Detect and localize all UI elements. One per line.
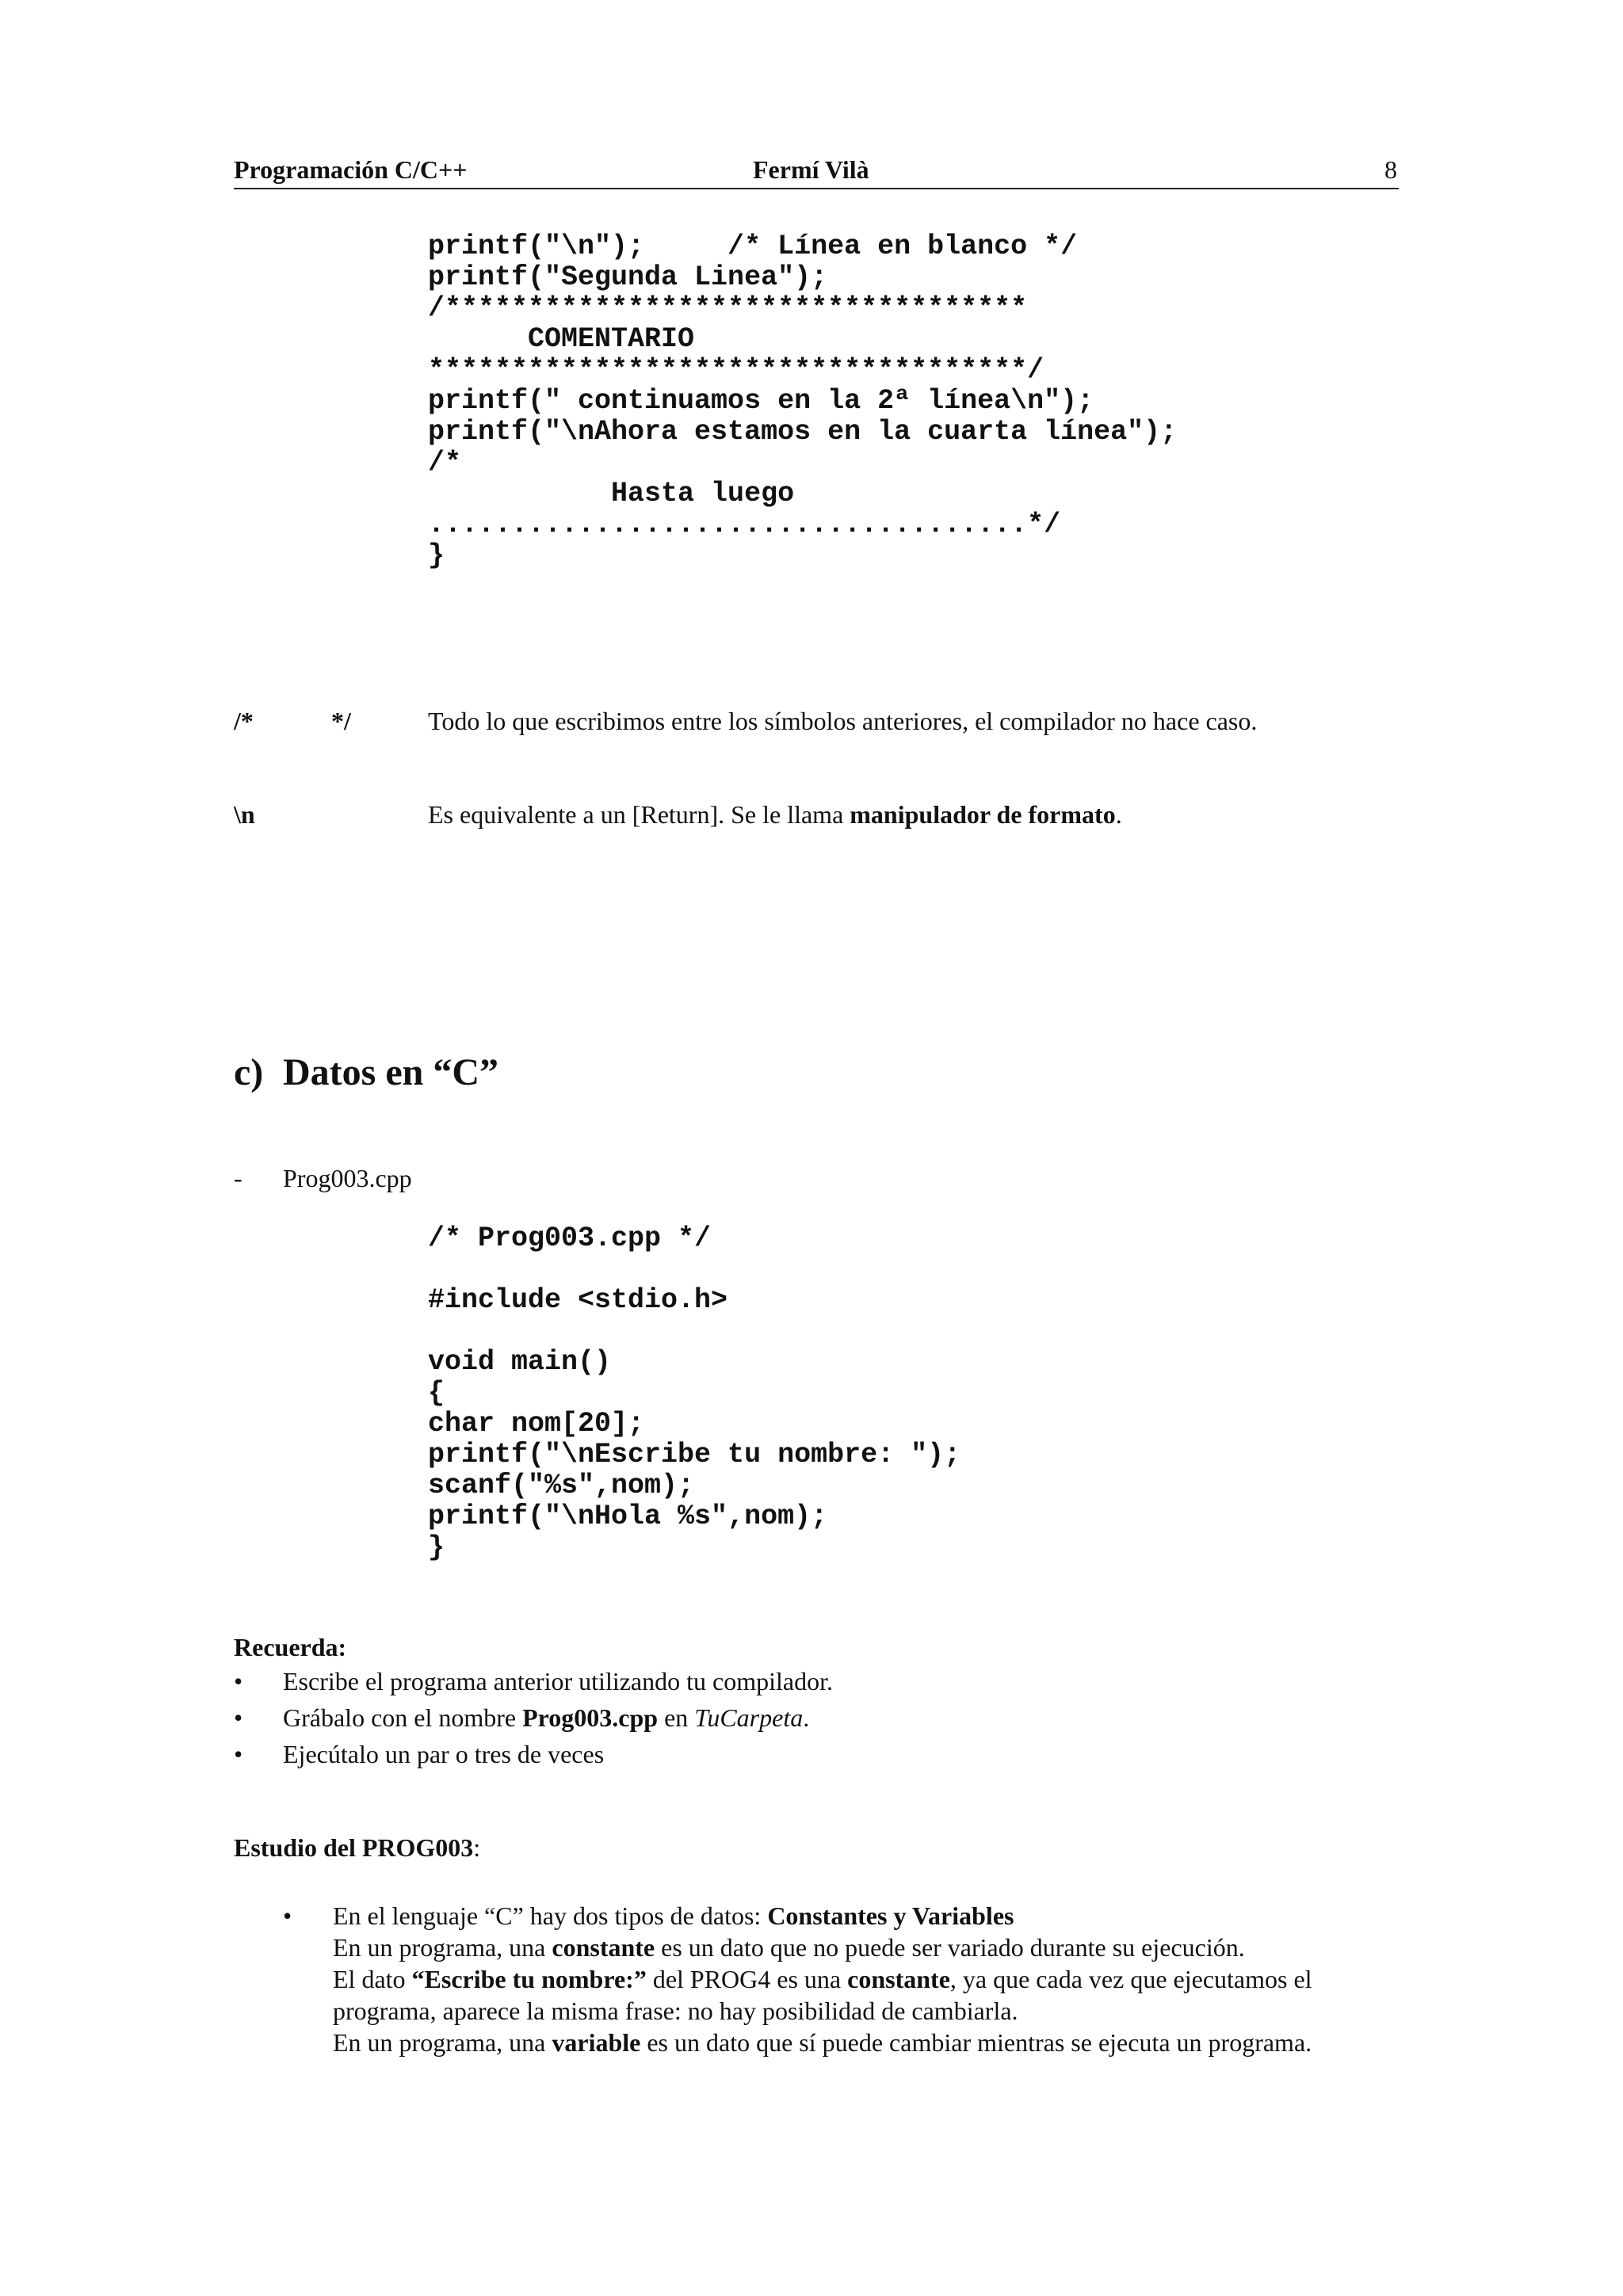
code-line: scanf("%s",nom); bbox=[428, 1470, 695, 1501]
reminder-title: Recuerda: bbox=[234, 1633, 347, 1661]
section-label: c) bbox=[234, 1051, 264, 1093]
study-paragraph-2 bbox=[333, 1963, 1312, 1995]
study-paragraph-1 bbox=[333, 1932, 1245, 1963]
text-span: En un programa, una bbox=[333, 2028, 552, 2057]
code-line: void main() bbox=[428, 1346, 612, 1378]
code-line: printf("\n"); /* Línea en blanco */ bbox=[428, 231, 1078, 262]
reminder-item-3: Ejecútalo un par o tres de veces bbox=[283, 1740, 605, 1768]
text-span: del PROG4 es una bbox=[646, 1965, 848, 1993]
text-span: en bbox=[658, 1703, 695, 1732]
text-span: El dato bbox=[333, 1965, 412, 1993]
def-term-newline: \n bbox=[234, 800, 255, 829]
code-line: /* Prog003.cpp */ bbox=[428, 1222, 712, 1254]
list-dash: - bbox=[234, 1164, 242, 1192]
text-span: . bbox=[803, 1703, 810, 1732]
code-line bbox=[428, 1316, 960, 1347]
bullet-icon: • bbox=[234, 1740, 243, 1768]
bold-term: constante bbox=[552, 1933, 655, 1962]
code-block-1 bbox=[428, 231, 1177, 571]
code-line: printf(" continuamos en la 2ª línea\n"); bbox=[428, 385, 1094, 417]
def-term-close-comment: */ bbox=[331, 707, 351, 735]
text-span: : bbox=[473, 1833, 481, 1862]
bold-term: “Escribe tu nombre:” bbox=[411, 1965, 647, 1993]
text-span: En un programa, una bbox=[333, 1933, 552, 1962]
bold-term: constante bbox=[847, 1965, 950, 1993]
code-line: ************************************/ bbox=[428, 354, 1044, 386]
code-line: printf("\nHola %s",nom); bbox=[428, 1501, 828, 1532]
code-line: } bbox=[428, 540, 445, 571]
text-span: es un dato que no puede ser variado durante su ejecución. bbox=[655, 1933, 1245, 1962]
program-name: Prog003.cpp bbox=[283, 1164, 412, 1192]
text-span: En el lenguaje “C” hay dos tipos de datos: bbox=[333, 1901, 768, 1930]
study-paragraph-3 bbox=[333, 2027, 1312, 2058]
text-span: Es equivalente a un [Return]. Se le llama bbox=[428, 800, 850, 829]
text-span: . bbox=[1115, 800, 1122, 829]
code-line: /* bbox=[428, 447, 462, 479]
code-line: } bbox=[428, 1531, 445, 1563]
header-author: Fermí Vilà bbox=[753, 155, 869, 184]
header-divider bbox=[234, 188, 1399, 189]
code-line: ....................................*/ bbox=[428, 509, 1061, 540]
code-block-2 bbox=[428, 1223, 960, 1563]
text-span: , ya que cada vez que ejecutamos el bbox=[949, 1965, 1312, 1993]
page-number: 8 bbox=[1384, 155, 1397, 184]
code-line: printf("\nEscribe tu nombre: "); bbox=[428, 1439, 961, 1470]
section-title: Datos en “C” bbox=[283, 1051, 498, 1093]
italic-term: TuCarpeta bbox=[694, 1703, 804, 1732]
def-term-open-comment: /* bbox=[234, 707, 254, 735]
study-paragraph-2-line-2: programa, aparece la misma frase: no hay posibilidad de cambiarla. bbox=[333, 1997, 1018, 2025]
code-line: printf("\nAhora estamos en la cuarta línea"); bbox=[428, 416, 1178, 448]
code-line: printf("Segunda Linea"); bbox=[428, 261, 828, 293]
bold-term: Prog003.cpp bbox=[522, 1703, 659, 1732]
bullet-icon: • bbox=[283, 1901, 292, 1930]
bold-term: variable bbox=[552, 2028, 641, 2057]
text-span: es un dato que sí puede cambiar mientras se ejecuta un programa. bbox=[640, 2028, 1312, 2057]
code-line: /*********************************** bbox=[428, 292, 1028, 324]
reminder-item-2 bbox=[283, 1702, 809, 1733]
code-line: Hasta luego bbox=[428, 478, 795, 509]
code-line: #include <stdio.h> bbox=[428, 1284, 728, 1316]
def-text-comment: Todo lo que escribimos entre los símbolos anteriores, el compilador no hace caso. bbox=[428, 707, 1258, 735]
study-title bbox=[234, 1832, 480, 1863]
bold-term: manipulador de formato bbox=[850, 800, 1116, 829]
code-line: COMENTARIO bbox=[428, 323, 695, 355]
bullet-icon: • bbox=[234, 1667, 243, 1695]
header-title: Programación C/C++ bbox=[234, 155, 468, 184]
bold-term: Estudio del PROG003 bbox=[234, 1833, 474, 1862]
def-text-newline bbox=[428, 799, 1122, 830]
bold-term: Constantes y Variables bbox=[767, 1901, 1014, 1930]
code-line bbox=[428, 1254, 960, 1285]
reminder-item-1: Escribe el programa anterior utilizando tu compilador. bbox=[283, 1667, 833, 1695]
code-line: char nom[20]; bbox=[428, 1408, 645, 1440]
study-bullet-line bbox=[333, 1900, 1014, 1932]
text-span: Grábalo con el nombre bbox=[283, 1703, 523, 1732]
bullet-icon: • bbox=[234, 1703, 243, 1732]
code-line: { bbox=[428, 1377, 445, 1409]
